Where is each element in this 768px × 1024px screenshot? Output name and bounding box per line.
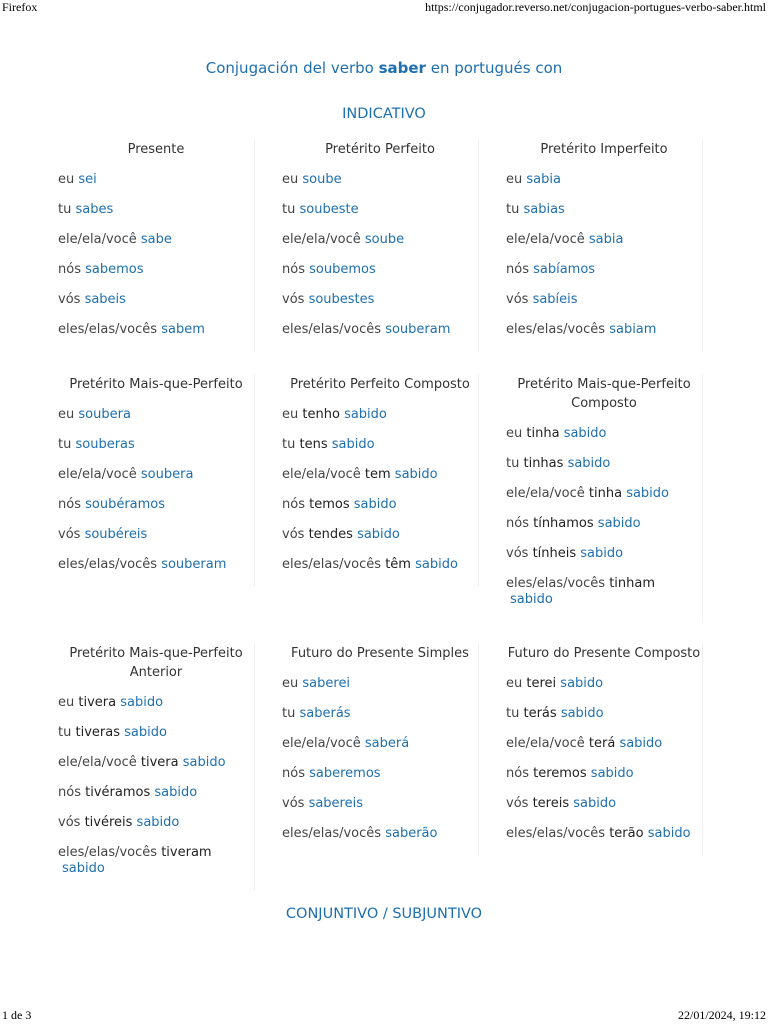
conjugated-verb-link[interactable]: sabido (357, 527, 400, 542)
conjugated-verb-link[interactable]: sabeis (84, 292, 126, 307)
tense-title: Pretérito Mais-que-Perfeito Anterior (69, 646, 243, 680)
conjugated-verb-link[interactable]: sabido (136, 815, 180, 830)
auxiliary-verb: terás (523, 706, 557, 721)
pronoun: eu (506, 676, 523, 691)
pronoun: eles/elas/vocês (58, 845, 158, 860)
print-header (0, 0, 768, 20)
conjugated-verb-link[interactable]: saberão (385, 826, 438, 841)
pronoun: tu (58, 437, 72, 452)
conjugated-verb-link[interactable]: sabido (344, 407, 387, 422)
pronoun: eu (282, 407, 299, 422)
conjugated-verb-link[interactable]: soubemos (309, 262, 376, 277)
conjugation-row (282, 676, 478, 692)
pronoun: ele/ela/você (282, 232, 361, 247)
conjugation-row (58, 557, 254, 573)
conjugated-verb-link[interactable]: sabido (394, 467, 438, 482)
pronoun: eles/elas/vocês (282, 557, 382, 572)
conjugation-row (282, 172, 478, 188)
conjugated-verb-link[interactable]: souberam (385, 322, 451, 337)
conjugated-verb-link[interactable]: sabíamos (533, 262, 596, 277)
conjugated-verb-link[interactable]: saberás (299, 706, 351, 721)
conjugation-row (58, 262, 254, 278)
pronoun: tu (282, 706, 296, 721)
pronoun: nós (282, 497, 305, 512)
auxiliary-verb: teremos (533, 766, 587, 781)
conjugation-row (506, 172, 702, 188)
pronoun: tu (506, 456, 520, 471)
pronoun: nós (282, 766, 305, 781)
conjugation-row (58, 815, 254, 831)
tense-block (58, 375, 255, 587)
tense-block (58, 140, 255, 352)
conjugated-verb-link[interactable]: sabem (161, 322, 205, 337)
conjugation-row (58, 172, 254, 188)
pronoun: vós (58, 527, 81, 542)
conjugation-row (58, 497, 254, 513)
tense-block (282, 375, 479, 587)
conjugation-row (282, 467, 478, 483)
conjugated-verb-link[interactable]: soube (302, 172, 342, 187)
conjugated-verb-link[interactable]: sabido (510, 592, 553, 607)
auxiliary-verb: tiveram (161, 845, 212, 860)
pronoun: eles/elas/vocês (282, 322, 382, 337)
auxiliary-verb: terei (526, 676, 557, 691)
pronoun: eles/elas/vocês (506, 576, 606, 591)
pronoun: vós (282, 796, 305, 811)
conjugation-row (282, 826, 478, 842)
conjugation-row (282, 292, 478, 308)
conjugation-row (282, 796, 478, 812)
tense-title: Futuro do Presente Composto (507, 646, 701, 661)
auxiliary-verb: tinham (609, 576, 656, 591)
pronoun: vós (506, 292, 529, 307)
conjugated-verb-link[interactable]: sabido (353, 497, 397, 512)
pronoun: ele/ela/você (506, 232, 585, 247)
conjugated-verb-link[interactable]: sabido (563, 426, 607, 441)
conjugation-row (282, 497, 478, 513)
pronoun: eles/elas/vocês (506, 322, 606, 337)
pronoun: eu (506, 172, 523, 187)
conjugation-row (282, 232, 478, 248)
conjugated-verb-link[interactable]: sabido (619, 736, 663, 751)
pronoun: eu (58, 172, 75, 187)
pronoun: eu (282, 676, 299, 691)
conjugated-verb-link[interactable]: sabia (526, 172, 561, 187)
auxiliary-verb: tinhas (523, 456, 564, 471)
conjugated-verb-link[interactable]: sabemos (85, 262, 144, 277)
conjugation-row (506, 576, 702, 608)
pronoun: ele/ela/você (58, 755, 137, 770)
conjugation-row (58, 755, 254, 771)
conjugated-verb-link[interactable]: sabido (415, 557, 458, 572)
conjugated-verb-link[interactable]: sabia (588, 232, 624, 247)
pronoun: vós (506, 796, 529, 811)
conjugated-verb-link[interactable]: souberam (161, 557, 227, 572)
conjugated-verb-link[interactable]: sabias (523, 202, 565, 217)
pronoun: vós (58, 815, 81, 830)
pronoun: tu (58, 202, 72, 217)
tense-title: Pretérito Perfeito (325, 142, 435, 157)
conjugation-row (282, 766, 478, 782)
title-suffix: en portugués con (430, 59, 563, 77)
conjugation-row (282, 437, 478, 453)
conjugation-row (58, 725, 254, 741)
conjugation-row (506, 826, 702, 842)
conjugation-row (506, 322, 702, 338)
conjugated-verb-link[interactable]: soubera (78, 407, 131, 422)
conjugation-row (282, 262, 478, 278)
browser-name: Firefox (2, 0, 38, 14)
conjugation-row (58, 232, 254, 248)
pronoun: nós (58, 497, 81, 512)
conjugation-row (58, 467, 254, 483)
conjugated-verb-link[interactable]: sabido (626, 486, 669, 501)
conjugation-row (282, 407, 478, 423)
auxiliary-verb: têm (385, 557, 411, 572)
conjugated-verb-link[interactable]: saberei (302, 676, 351, 691)
auxiliary-verb: tinha (526, 426, 560, 441)
auxiliary-verb: tenho (302, 407, 340, 422)
pronoun: vós (58, 292, 81, 307)
pronoun: nós (506, 766, 529, 781)
page-title (0, 59, 768, 77)
auxiliary-verb: tivera (140, 755, 179, 770)
conjugated-verb-link[interactable]: sabido (182, 755, 226, 770)
tense-block (58, 644, 255, 891)
auxiliary-verb: tendes (308, 527, 353, 542)
conjugated-verb-link[interactable]: sabido (567, 456, 611, 471)
tense-block (282, 644, 479, 856)
pronoun: ele/ela/você (58, 467, 137, 482)
pronoun: nós (506, 516, 529, 531)
pronoun: eu (58, 695, 75, 710)
pronoun: nós (58, 262, 81, 277)
page-number: 1 de 3 (2, 1008, 32, 1022)
tense-block (506, 375, 703, 622)
tense-title: Pretérito Imperfeito (540, 142, 668, 157)
conjugated-verb-link[interactable]: sei (78, 172, 97, 187)
auxiliary-verb: terão (609, 826, 644, 841)
auxiliary-verb: tiveras (75, 725, 120, 740)
auxiliary-verb: tinha (588, 486, 623, 501)
pronoun: vós (506, 546, 529, 561)
tense-title: Presente (127, 142, 185, 157)
pronoun: eles/elas/vocês (58, 322, 158, 337)
pronoun: eu (58, 407, 75, 422)
conjugation-row (58, 292, 254, 308)
conjugation-row (282, 706, 478, 722)
pronoun: ele/ela/você (506, 736, 585, 751)
conjugation-row (282, 557, 478, 573)
tense-title: Pretérito Perfeito Composto (290, 377, 470, 392)
conjugated-verb-link[interactable]: sabido (560, 676, 604, 691)
pronoun: nós (58, 785, 81, 800)
pronoun: eu (282, 172, 299, 187)
auxiliary-verb: tem (364, 467, 391, 482)
auxiliary-verb: tivéreis (84, 815, 133, 830)
pronoun: tu (58, 725, 72, 740)
conjugated-verb-link[interactable]: sabe (140, 232, 172, 247)
conjugated-verb-link[interactable]: sabido (331, 437, 375, 452)
conjugated-verb-link[interactable]: saberemos (309, 766, 381, 781)
conjugation-row (506, 456, 702, 472)
pronoun: tu (506, 706, 520, 721)
conjugated-verb-link[interactable]: souberas (75, 437, 135, 452)
conjugated-verb-link[interactable]: sabido (120, 695, 164, 710)
tense-block (506, 140, 703, 352)
conjugation-row (506, 202, 702, 218)
pronoun: nós (282, 262, 305, 277)
pronoun: eles/elas/vocês (282, 826, 382, 841)
conjugation-row (506, 426, 702, 442)
conjugation-row (506, 796, 702, 812)
conjugation-row (506, 706, 702, 722)
auxiliary-verb: tivéramos (85, 785, 151, 800)
pronoun: vós (282, 527, 305, 542)
pronoun: ele/ela/você (58, 232, 137, 247)
pronoun: tu (282, 437, 296, 452)
tense-title: Futuro do Presente Simples (291, 646, 469, 661)
conjugation-row (506, 232, 702, 248)
section-heading-indicativo: INDICATIVO (342, 106, 426, 122)
conjugation-row (58, 407, 254, 423)
conjugation-row (282, 322, 478, 338)
conjugation-row (506, 516, 702, 532)
print-datetime: 22/01/2024, 19:12 (677, 1008, 766, 1022)
conjugated-verb-link[interactable]: soubera (140, 467, 194, 482)
conjugation-row (58, 202, 254, 218)
print-footer (0, 1008, 768, 1024)
auxiliary-verb: temos (309, 497, 350, 512)
conjugation-row (58, 785, 254, 801)
conjugated-verb-link[interactable]: sabido (597, 516, 641, 531)
conjugated-verb-link[interactable]: sabido (580, 546, 624, 561)
auxiliary-verb: terá (588, 736, 616, 751)
pronoun: vós (282, 292, 305, 307)
conjugation-row (506, 292, 702, 308)
conjugated-verb-link[interactable]: sabido (62, 861, 105, 876)
conjugation-row (58, 845, 254, 877)
conjugated-verb-link[interactable]: soube (364, 232, 405, 247)
title-prefix: Conjugación del verbo (205, 59, 374, 77)
auxiliary-verb: tínheis (532, 546, 577, 561)
tense-block (282, 140, 479, 352)
conjugated-verb-link[interactable]: saberá (364, 736, 410, 751)
conjugation-row (58, 437, 254, 453)
conjugation-row (282, 527, 478, 543)
conjugation-row (58, 695, 254, 711)
conjugation-row (506, 676, 702, 692)
auxiliary-verb: tivera (78, 695, 117, 710)
title-verb: saber (378, 59, 426, 77)
conjugation-row (282, 736, 478, 752)
conjugation-row (506, 736, 702, 752)
tense-block (506, 644, 703, 856)
conjugated-verb-link[interactable]: sabido (560, 706, 604, 721)
pronoun: ele/ela/você (282, 467, 361, 482)
conjugated-verb-link[interactable]: sabido (154, 785, 198, 800)
conjugated-verb-link[interactable]: sabido (124, 725, 167, 740)
conjugated-verb-link[interactable]: sabereis (308, 796, 363, 811)
conjugation-row (506, 262, 702, 278)
auxiliary-verb: tens (299, 437, 328, 452)
pronoun: tu (282, 202, 296, 217)
tense-title: Pretérito Mais-que-Perfeito Composto (517, 377, 691, 411)
conjugation-row (506, 486, 702, 502)
pronoun: tu (506, 202, 520, 217)
conjugated-verb-link[interactable]: soubéramos (85, 497, 166, 512)
conjugation-row (58, 527, 254, 543)
conjugated-verb-link[interactable]: sabes (75, 202, 114, 217)
conjugated-verb-link[interactable]: soubéreis (84, 527, 148, 542)
conjugated-verb-link[interactable]: sabíeis (532, 292, 578, 307)
pronoun: eu (506, 426, 523, 441)
auxiliary-verb: tereis (532, 796, 570, 811)
pronoun: ele/ela/você (506, 486, 585, 501)
conjugated-verb-link[interactable]: sabiam (609, 322, 657, 337)
conjugated-verb-link[interactable]: sabido (647, 826, 691, 841)
conjugation-row (506, 766, 702, 782)
pronoun: eles/elas/vocês (506, 826, 606, 841)
tense-title: Pretérito Mais-que-Perfeito (69, 377, 243, 392)
pronoun: nós (506, 262, 529, 277)
conjugated-verb-link[interactable]: soubeste (299, 202, 359, 217)
section-heading-conjuntivo: CONJUNTIVO / SUBJUNTIVO (285, 906, 483, 922)
conjugation-row (282, 202, 478, 218)
conjugated-verb-link[interactable]: sabido (573, 796, 617, 811)
conjugated-verb-link[interactable]: soubestes (308, 292, 375, 307)
pronoun: ele/ela/você (282, 736, 361, 751)
conjugation-row (58, 322, 254, 338)
conjugation-row (506, 546, 702, 562)
conjugated-verb-link[interactable]: sabido (590, 766, 634, 781)
pronoun: eles/elas/vocês (58, 557, 158, 572)
page-url[interactable]: https://conjugador.reverso.net/conjugacion-portugues-verbo-saber.html (425, 0, 766, 14)
auxiliary-verb: tínhamos (533, 516, 594, 531)
